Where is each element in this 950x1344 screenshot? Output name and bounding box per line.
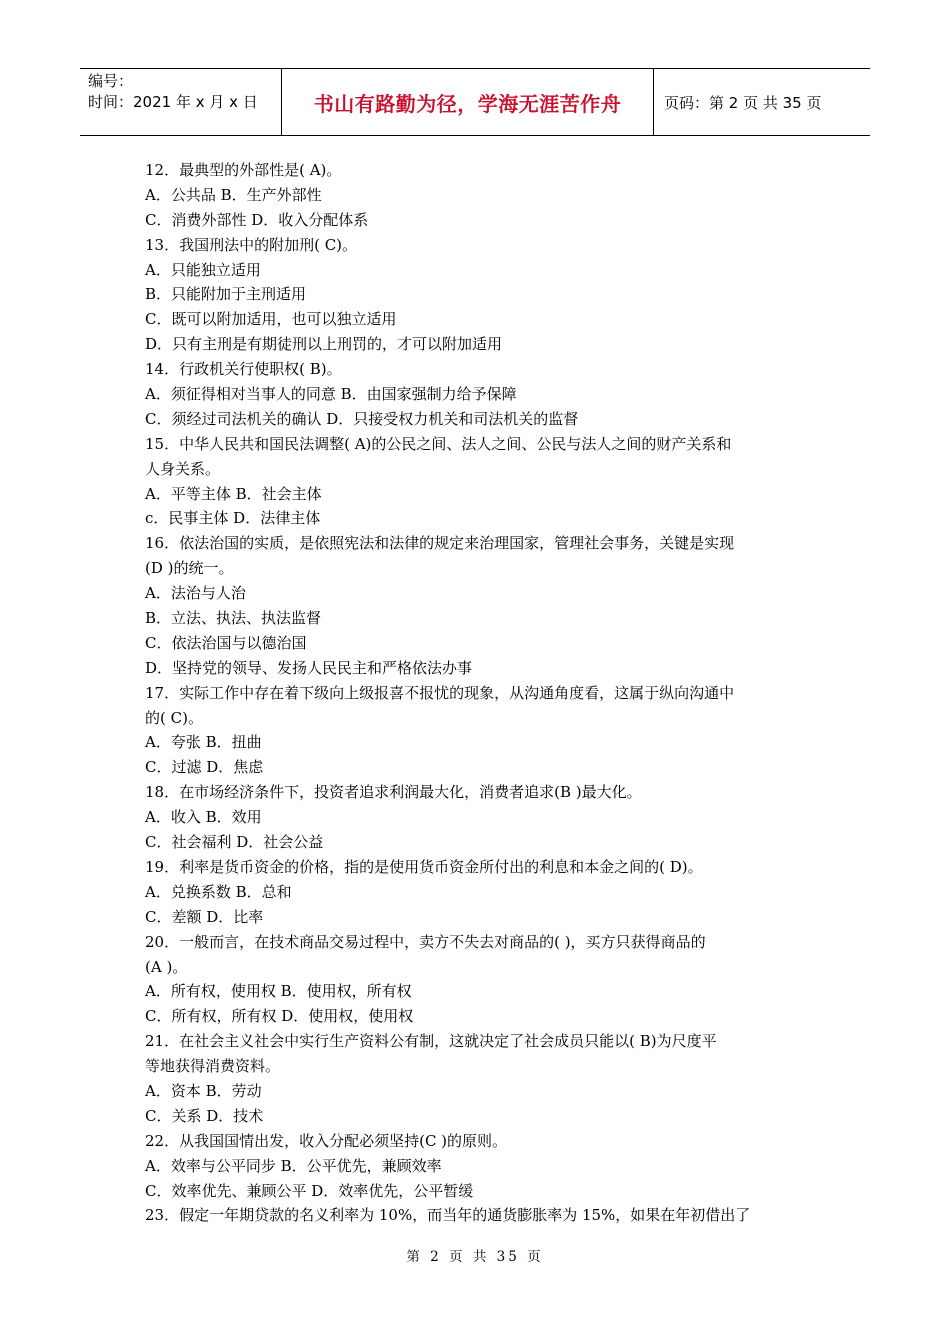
text-line: 14．行政机关行使职权( B)。 — [145, 360, 342, 379]
text-line: B．立法、执法、执法监督 — [145, 609, 322, 628]
text-line: C．差额 D．比率 — [145, 907, 264, 926]
page-info-text: 页码：第 2 页 共 35 页 — [664, 93, 822, 112]
text-line: A．兑换系数 B．总和 — [145, 882, 292, 901]
text-line: A．平等主体 B．社会主体 — [145, 484, 322, 503]
text-line: C．须经过司法机关的确认 D．只接受权力机关和司法机关的监督 — [145, 409, 579, 428]
date-label: 时间：2021 年 x 月 x 日 — [88, 93, 258, 111]
text-line: A．公共品 B．生产外部性 — [145, 185, 322, 204]
text-line: C．依法治国与以德治国 — [145, 633, 307, 652]
text-line: C．效率优先、兼顾公平 D．效率优先，公平暂缓 — [145, 1181, 474, 1200]
footer-page-number: 第 2 页 共 35 页 — [406, 1249, 544, 1265]
text-line: C．关系 D．技术 — [145, 1106, 264, 1125]
serial-number-label: 编号： — [88, 72, 134, 90]
document-header — [80, 68, 870, 136]
text-line: C．既可以附加适用，也可以独立适用 — [145, 310, 397, 329]
text-line: C．所有权，所有权 D．使用权，使用权 — [145, 1007, 414, 1026]
text-line: A．效率与公平同步 B．公平优先，兼顾效率 — [145, 1156, 442, 1175]
text-line: 等地获得消费资料。 — [145, 1057, 281, 1076]
text-line: A．资本 B．劳动 — [145, 1081, 262, 1100]
motto-text: 书山有路勤为径，学海无涯苦作舟 — [313, 91, 622, 116]
header-page-cell — [654, 69, 870, 135]
question-content — [145, 158, 810, 1228]
text-line: A．法治与人治 — [145, 584, 246, 603]
text-line: 18．在市场经济条件下，投资者追求利润最大化，消费者追求(B )最大化。 — [145, 783, 642, 802]
text-line: A．所有权，使用权 B．使用权，所有权 — [145, 982, 412, 1001]
text-line: 21．在社会主义社会中实行生产资料公有制，这就决定了社会成员只能以( B)为尺度平 — [145, 1032, 717, 1051]
text-line: 16．依法治国的实质，是依照宪法和法律的规定来治理国家，管理社会事务，关键是实现 — [145, 534, 735, 553]
header-meta-cell — [80, 69, 282, 135]
text-line: B．只能附加于主刑适用 — [145, 285, 307, 304]
text-line: 的( C)。 — [145, 708, 203, 727]
text-line: 20．一般而言，在技术商品交易过程中，卖方不失去对商品的( )，买方只获得商品的 — [145, 932, 706, 951]
text-line: 13．我国刑法中的附加刑( C)。 — [145, 235, 358, 254]
text-line: A．收入 B．效用 — [145, 808, 262, 827]
text-line: (A )。 — [145, 957, 188, 976]
text-line: 人身关系。 — [145, 459, 221, 478]
text-line: A．只能独立适用 — [145, 260, 261, 279]
text-line: 22．从我国国情出发，收入分配必须坚持(C )的原则。 — [145, 1131, 508, 1150]
text-line: 19．利率是货币资金的价格，指的是使用货币资金所付出的利息和本金之间的( D)。 — [145, 857, 703, 876]
text-line: D．只有主刑是有期徒刑以上刑罚的，才可以附加适用 — [145, 335, 503, 354]
text-line: 17．实际工作中存在着下级向上级报喜不报忧的现象，从沟通角度看，这属于纵向沟通中 — [145, 683, 735, 702]
text-line: (D )的统一。 — [145, 559, 234, 578]
text-line: 12．最典型的外部性是( A)。 — [145, 161, 342, 179]
text-line: C．消费外部性 D．收入分配体系 — [145, 210, 369, 229]
text-line: A．夸张 B．扭曲 — [145, 733, 262, 752]
text-line: c．民事主体 D．法律主体 — [145, 509, 321, 528]
header-motto-cell — [282, 69, 654, 135]
text-line: 23．假定一年期贷款的名义利率为 10%，而当年的通货膨胀率为 15%，如果在年初借出了 — [145, 1206, 751, 1225]
text-line: D．坚持党的领导、发扬人民民主和严格依法办事 — [145, 658, 473, 677]
text-line: C．社会福利 D．社会公益 — [145, 833, 324, 852]
text-line: C．过滤 D．焦虑 — [145, 758, 264, 777]
text-line: 15．中华人民共和国民法调整( A)的公民之间、法人之间、公民与法人之间的财产关系和 — [145, 434, 732, 453]
text-line: A．须征得相对当事人的同意 B．由国家强制力给予保障 — [145, 385, 517, 404]
page-footer — [0, 1245, 950, 1265]
